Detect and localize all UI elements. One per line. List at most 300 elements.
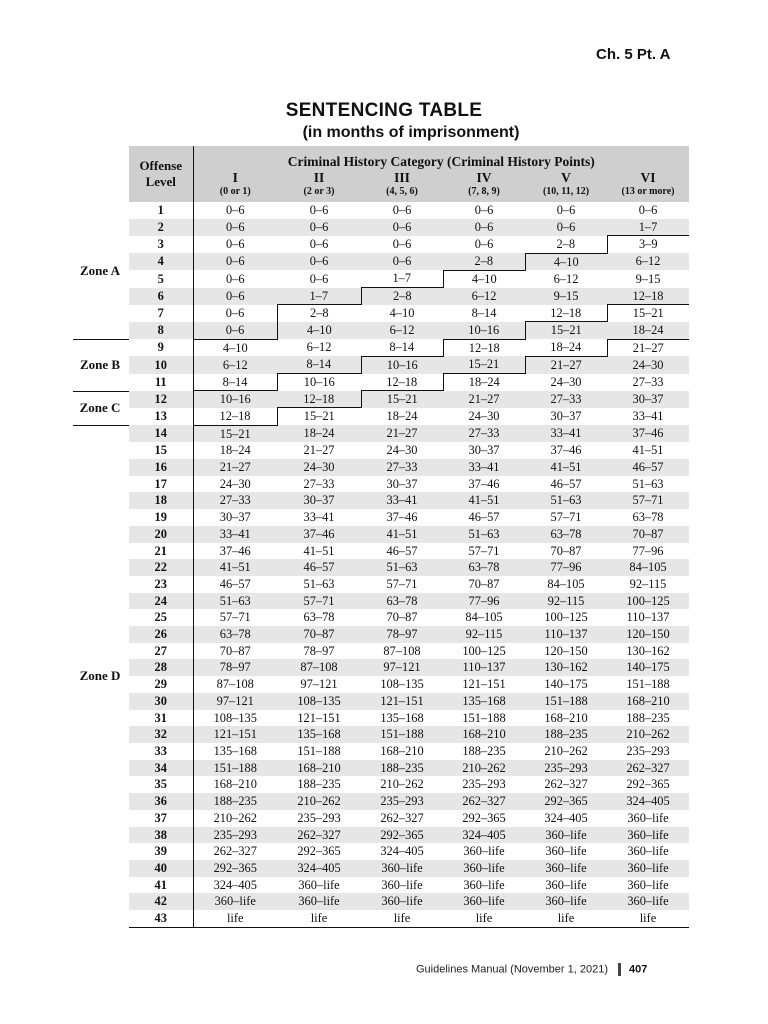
- range-cell: 21–27: [361, 425, 443, 442]
- range-cell: 24–30: [550, 374, 582, 389]
- table-row: [129, 559, 689, 576]
- offense-level-cell: 28: [129, 659, 193, 676]
- range-cell: 0–6: [193, 219, 277, 236]
- category-header-v: [525, 170, 607, 202]
- range-cell: 97–121: [193, 693, 277, 710]
- range-cell: 0–6: [474, 237, 494, 252]
- criminal-history-category-header: Criminal History Category (Criminal History Points): [193, 146, 689, 170]
- range-cell: 360–life: [463, 877, 505, 892]
- range-cell: 168–210: [277, 760, 361, 777]
- range-cell: 46–57: [277, 559, 361, 576]
- range-cell: 70–87: [386, 610, 418, 625]
- range-cell: 0–6: [225, 203, 245, 217]
- range-cell: 292–365: [361, 827, 443, 844]
- offense-level-cell: 7: [129, 305, 193, 322]
- range-cell: 15–21: [525, 322, 607, 339]
- table-row: [129, 356, 689, 373]
- category-roman: I: [232, 170, 238, 185]
- table-row: [129, 609, 689, 626]
- range-cell: 210–262: [544, 744, 588, 758]
- table-row: [129, 810, 689, 827]
- table-row: [129, 593, 689, 610]
- range-cell: 2–8: [443, 253, 525, 270]
- range-cell: 10–16: [443, 322, 525, 339]
- table-row: [129, 893, 689, 910]
- range-cell: 0–6: [277, 253, 361, 270]
- header-row-category: [129, 146, 689, 170]
- range-cell: 87–108: [383, 643, 421, 658]
- range-cell: 168–210: [443, 726, 525, 743]
- range-cell: 151–188: [361, 726, 443, 743]
- range-cell: 0–6: [277, 219, 361, 236]
- range-cell: 41–51: [525, 459, 607, 476]
- range-cell: 121–151: [193, 726, 277, 743]
- range-cell: 360–life: [381, 877, 423, 892]
- range-cell: 2–8: [277, 305, 361, 322]
- range-cell: 360–life: [193, 893, 277, 910]
- range-cell: 18–24: [219, 443, 251, 458]
- range-cell: 8–14: [222, 374, 248, 389]
- range-cell: 210–262: [213, 810, 257, 825]
- range-cell: 0–6: [474, 203, 494, 217]
- range-cell: 41–51: [443, 492, 525, 509]
- offense-level-cell: 6: [129, 288, 193, 305]
- range-cell: 21–27: [303, 443, 335, 458]
- table-row: [129, 760, 689, 777]
- range-cell: 18–24: [386, 409, 418, 424]
- range-cell: 33–41: [303, 510, 335, 525]
- range-cell: 360–life: [545, 877, 587, 892]
- range-cell: 97–121: [300, 677, 338, 692]
- range-cell: 210–262: [607, 726, 689, 743]
- range-cell: 135–168: [277, 726, 361, 743]
- range-cell: 24–30: [386, 443, 418, 458]
- offense-level-cell: 16: [129, 459, 193, 476]
- table-row: [129, 643, 689, 660]
- table-row: [129, 459, 689, 476]
- range-cell: 27–33: [193, 492, 277, 509]
- range-cell: 121–151: [361, 693, 443, 710]
- range-cell: 0–6: [225, 237, 245, 252]
- offense-level-cell: 39: [129, 843, 193, 860]
- zone-separator: [73, 391, 129, 392]
- range-cell: 360–life: [361, 893, 443, 910]
- offense-level-cell: 37: [129, 810, 193, 827]
- range-cell: 6–12: [553, 271, 579, 286]
- range-cell: 92–115: [629, 576, 667, 591]
- table-row: [129, 305, 689, 322]
- range-cell: 121–151: [462, 677, 506, 692]
- range-cell: 4–10: [525, 253, 607, 270]
- table-row: [129, 425, 689, 442]
- range-cell: 0–6: [225, 305, 245, 320]
- range-cell: 140–175: [544, 677, 588, 692]
- chapter-label: Ch. 5 Pt. A: [596, 46, 671, 63]
- range-cell: 292–365: [525, 793, 607, 810]
- range-cell: 15–21: [607, 305, 689, 322]
- range-cell: 57–71: [468, 543, 500, 558]
- range-cell: 18–24: [277, 425, 361, 442]
- range-cell: 108–135: [380, 677, 424, 692]
- range-cell: 77–96: [632, 543, 664, 558]
- table-row: [129, 202, 689, 219]
- table-row: [129, 676, 689, 693]
- range-cell: 63–78: [632, 510, 664, 525]
- range-cell: 46–57: [386, 543, 418, 558]
- range-cell: 12–18: [386, 374, 418, 389]
- range-cell: 12–18: [443, 339, 525, 356]
- range-cell: 30–37: [386, 476, 418, 491]
- range-cell: 15–21: [443, 356, 525, 373]
- offense-level-cell: 35: [129, 776, 193, 793]
- range-cell: 360–life: [607, 893, 689, 910]
- range-cell: 360–life: [627, 844, 669, 859]
- range-cell: 63–78: [361, 593, 443, 610]
- range-cell: 0–6: [392, 237, 412, 252]
- range-cell: 78–97: [303, 643, 335, 658]
- offense-level-cell: 43: [129, 910, 193, 927]
- offense-level-cell: 17: [129, 476, 193, 493]
- table-row: [129, 843, 689, 860]
- category-header-ii: [277, 170, 361, 202]
- range-cell: 188–235: [462, 744, 506, 758]
- category-header-i: [193, 170, 277, 202]
- table-row: [129, 253, 689, 270]
- zone-label-zone-d: Zone D: [79, 668, 121, 684]
- range-cell: 51–63: [443, 526, 525, 543]
- range-cell: 235–293: [297, 810, 341, 825]
- range-cell: 77–96: [443, 593, 525, 610]
- offense-level-cell: 11: [129, 374, 193, 391]
- range-cell: 2–8: [361, 288, 443, 305]
- range-cell: 235–293: [525, 760, 607, 777]
- range-cell: 41–51: [361, 526, 443, 543]
- range-cell: 140–175: [607, 659, 689, 676]
- category-points: (13 or more): [621, 186, 675, 197]
- range-cell: 360–life: [525, 893, 607, 910]
- offense-level-cell: 13: [129, 408, 193, 425]
- range-cell: 262–327: [213, 844, 257, 859]
- range-cell: 0–6: [361, 253, 443, 270]
- range-cell: 51–63: [525, 492, 607, 509]
- range-cell: 168–210: [213, 777, 257, 792]
- table-row: [129, 726, 689, 743]
- range-cell: 151–188: [193, 760, 277, 777]
- range-cell: 87–108: [277, 659, 361, 676]
- range-cell: 0–6: [638, 203, 658, 217]
- offense-level-cell: 26: [129, 626, 193, 643]
- range-cell: 27–33: [303, 476, 335, 491]
- range-cell: 78–97: [361, 626, 443, 643]
- category-header-iii: [361, 170, 443, 202]
- offense-level-cell: 32: [129, 726, 193, 743]
- zone-separator: [73, 339, 129, 340]
- range-cell: 151–188: [525, 693, 607, 710]
- range-cell: 51–63: [303, 576, 335, 591]
- range-cell: 1–7: [392, 271, 412, 286]
- range-cell: 262–327: [277, 827, 361, 844]
- range-cell: 360–life: [298, 877, 340, 892]
- range-cell: 57–71: [607, 492, 689, 509]
- offense-level-cell: 24: [129, 593, 193, 610]
- range-cell: 63–78: [525, 526, 607, 543]
- range-cell: 57–71: [219, 610, 251, 625]
- range-cell: 84–105: [547, 576, 585, 591]
- range-cell: 46–57: [607, 459, 689, 476]
- offense-level-cell: 27: [129, 643, 193, 660]
- range-cell: 130–162: [525, 659, 607, 676]
- range-cell: life: [361, 910, 443, 927]
- offense-level-cell: 30: [129, 693, 193, 710]
- range-cell: 27–33: [525, 391, 607, 408]
- range-cell: 70–87: [550, 543, 582, 558]
- range-cell: 360–life: [463, 844, 505, 859]
- range-cell: 151–188: [462, 710, 506, 725]
- range-cell: 63–78: [303, 610, 335, 625]
- range-cell: 188–235: [626, 710, 670, 725]
- range-cell: 0–6: [392, 203, 412, 217]
- offense-level-cell: 23: [129, 576, 193, 593]
- range-cell: 151–188: [626, 677, 670, 692]
- range-cell: 168–210: [607, 693, 689, 710]
- range-cell: 100–125: [462, 643, 506, 658]
- range-cell: 168–210: [380, 744, 424, 758]
- range-cell: 33–41: [361, 492, 443, 509]
- range-cell: 27–33: [361, 459, 443, 476]
- range-cell: 360–life: [627, 877, 669, 892]
- offense-level-cell: 10: [129, 356, 193, 373]
- range-cell: 18–24: [443, 374, 525, 391]
- range-cell: life: [193, 910, 277, 927]
- table-row: [129, 776, 689, 793]
- range-cell: 4–10: [277, 322, 361, 339]
- range-cell: 97–121: [361, 659, 443, 676]
- range-cell: 324–405: [607, 793, 689, 810]
- offense-level-cell: 42: [129, 893, 193, 910]
- range-cell: 12–18: [277, 391, 361, 408]
- category-points: (2 or 3): [303, 186, 335, 197]
- range-cell: 10–16: [193, 391, 277, 408]
- offense-level-cell: 31: [129, 710, 193, 727]
- range-cell: 360–life: [361, 860, 443, 877]
- range-cell: 33–41: [525, 425, 607, 442]
- table-row: [129, 270, 689, 287]
- range-cell: 18–24: [607, 322, 689, 339]
- range-cell: 37–46: [219, 543, 251, 558]
- range-cell: 30–37: [468, 443, 500, 458]
- offense-level-header: [129, 146, 193, 202]
- range-cell: 100–125: [607, 593, 689, 610]
- range-cell: 41–51: [303, 543, 335, 558]
- offense-level-cell: 21: [129, 543, 193, 560]
- range-cell: 0–6: [309, 237, 329, 252]
- range-cell: 324–405: [213, 877, 257, 892]
- offense-level-cell: 2: [129, 219, 193, 236]
- table-row: [129, 322, 689, 339]
- range-cell: 10–16: [277, 374, 361, 391]
- range-cell: 33–41: [632, 409, 664, 424]
- range-cell: 70–87: [219, 643, 251, 658]
- range-cell: 6–12: [306, 340, 332, 355]
- range-cell: 37–46: [550, 443, 582, 458]
- range-cell: 51–63: [361, 559, 443, 576]
- table-row: [129, 626, 689, 643]
- range-cell: 15–21: [277, 408, 361, 425]
- offense-level-header-line2: Level: [145, 174, 176, 189]
- offense-level-cell: 33: [129, 743, 193, 760]
- range-cell: 63–78: [443, 559, 525, 576]
- range-cell: 210–262: [277, 793, 361, 810]
- range-cell: 15–21: [361, 391, 443, 408]
- range-cell: life: [607, 910, 689, 927]
- range-cell: 235–293: [361, 793, 443, 810]
- footer-divider: [618, 963, 621, 976]
- offense-level-cell: 9: [129, 339, 193, 356]
- zone-separator: [73, 425, 129, 426]
- range-cell: 41–51: [193, 559, 277, 576]
- range-cell: 324–405: [380, 844, 424, 859]
- category-roman: III: [394, 170, 410, 185]
- range-cell: 84–105: [607, 559, 689, 576]
- range-cell: 8–14: [471, 305, 497, 320]
- range-cell: 15–21: [193, 425, 277, 442]
- range-cell: 6–12: [443, 288, 525, 305]
- range-cell: 210–262: [443, 760, 525, 777]
- range-cell: 12–18: [607, 288, 689, 305]
- range-cell: 63–78: [193, 626, 277, 643]
- table-row: [129, 827, 689, 844]
- range-cell: 0–6: [556, 203, 576, 217]
- range-cell: 262–327: [443, 793, 525, 810]
- range-cell: 110–137: [443, 659, 525, 676]
- range-cell: 0–6: [309, 271, 329, 286]
- table-row: [129, 659, 689, 676]
- category-points: (7, 8, 9): [468, 186, 500, 197]
- range-cell: 168–210: [544, 710, 588, 725]
- zone-label-zone-a: Zone A: [79, 262, 121, 278]
- range-cell: 108–135: [277, 693, 361, 710]
- sentencing-table: [129, 146, 689, 928]
- offense-level-cell: 36: [129, 793, 193, 810]
- range-cell: 188–235: [297, 777, 341, 792]
- range-cell: 70–87: [277, 626, 361, 643]
- range-cell: 12–18: [219, 408, 251, 423]
- range-cell: 292–365: [462, 810, 506, 825]
- table-row: [129, 693, 689, 710]
- offense-level-cell: 38: [129, 827, 193, 844]
- range-cell: 33–41: [443, 459, 525, 476]
- table-row: [129, 339, 689, 356]
- range-cell: 70–87: [607, 526, 689, 543]
- range-cell: 30–37: [550, 409, 582, 424]
- range-cell: 21–27: [443, 391, 525, 408]
- range-cell: 57–71: [550, 510, 582, 525]
- zone-label-zone-c: Zone C: [79, 399, 121, 415]
- range-cell: 24–30: [277, 459, 361, 476]
- range-cell: 6–12: [361, 322, 443, 339]
- table-row: [129, 526, 689, 543]
- category-header-iv: [443, 170, 525, 202]
- range-cell: 57–71: [277, 593, 361, 610]
- table-row: [129, 509, 689, 526]
- range-cell: 37–46: [607, 425, 689, 442]
- category-roman: VI: [640, 170, 656, 185]
- table-row: [129, 219, 689, 236]
- table-row: [129, 710, 689, 727]
- table-row: [129, 476, 689, 493]
- range-cell: 30–37: [607, 391, 689, 408]
- category-points: (10, 11, 12): [542, 186, 590, 197]
- range-cell: 121–151: [297, 710, 341, 725]
- range-cell: 37–46: [277, 526, 361, 543]
- zone-label-zone-b: Zone B: [79, 356, 121, 372]
- range-cell: 10–16: [361, 356, 443, 373]
- page-subtitle: (in months of imprisonment): [302, 124, 520, 141]
- range-cell: 360–life: [607, 860, 689, 877]
- range-cell: 235–293: [626, 744, 670, 758]
- range-cell: 3–9: [607, 236, 689, 253]
- range-cell: 0–6: [193, 322, 277, 339]
- range-cell: 360–life: [545, 844, 587, 859]
- category-header-vi: [607, 170, 689, 202]
- page-title: SENTENCING TABLE: [285, 100, 483, 121]
- range-cell: 360–life: [525, 827, 607, 844]
- range-cell: 324–405: [544, 810, 588, 825]
- range-cell: 21–27: [525, 356, 607, 373]
- range-cell: 360–life: [443, 893, 525, 910]
- range-cell: 2–8: [556, 236, 576, 251]
- table-row: [129, 374, 689, 391]
- table-row: [129, 793, 689, 810]
- range-cell: 235–293: [462, 777, 506, 792]
- footer-manual: Guidelines Manual (November 1, 2021): [416, 963, 608, 976]
- category-points: (4, 5, 6): [386, 186, 418, 197]
- range-cell: 84–105: [465, 610, 503, 625]
- range-cell: 108–135: [213, 710, 257, 725]
- range-cell: 51–63: [193, 593, 277, 610]
- range-cell: 135–168: [213, 744, 257, 758]
- category-roman: II: [313, 170, 325, 185]
- range-cell: 324–405: [443, 827, 525, 844]
- table-row: [129, 543, 689, 560]
- range-cell: 1–7: [277, 288, 361, 305]
- page-footer: [416, 963, 647, 976]
- range-cell: 188–235: [361, 760, 443, 777]
- offense-level-cell: 8: [129, 322, 193, 339]
- range-cell: 41–51: [632, 443, 664, 458]
- range-cell: 78–97: [193, 659, 277, 676]
- table-row: [129, 576, 689, 593]
- range-cell: 8–14: [277, 356, 361, 373]
- range-cell: 21–27: [607, 339, 689, 356]
- table-row: [129, 860, 689, 877]
- range-cell: 4–10: [193, 339, 277, 356]
- offense-level-cell: 19: [129, 509, 193, 526]
- range-cell: 188–235: [193, 793, 277, 810]
- range-cell: life: [443, 910, 525, 927]
- range-cell: 33–41: [193, 526, 277, 543]
- range-cell: life: [277, 910, 361, 927]
- range-cell: 24–30: [219, 476, 251, 491]
- range-cell: 0–6: [443, 219, 525, 236]
- range-cell: 151–188: [297, 744, 341, 758]
- offense-level-cell: 40: [129, 860, 193, 877]
- range-cell: 8–14: [389, 340, 415, 355]
- range-cell: 324–405: [277, 860, 361, 877]
- range-cell: 1–7: [607, 219, 689, 236]
- category-roman: IV: [476, 170, 492, 185]
- range-cell: 9–15: [525, 288, 607, 305]
